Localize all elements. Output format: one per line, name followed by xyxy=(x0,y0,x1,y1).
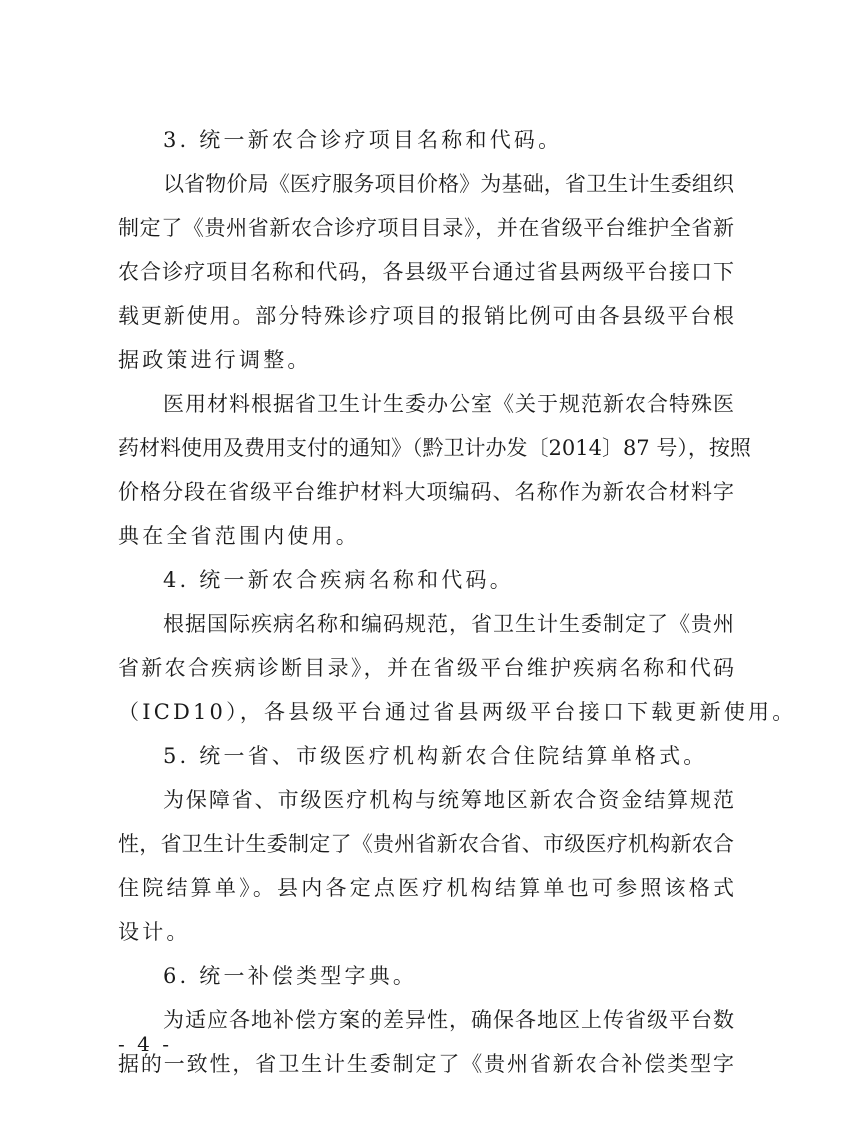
paragraph-line: 载更新使用。部分特殊诊疗项目的报销比例可由各县级平台根 xyxy=(118,304,734,328)
paragraph-line: （ICD10），各县级平台通过省县两级平台接口下载更新使用。 xyxy=(118,700,797,724)
paragraph-line: 省新农合疾病诊断目录》，并在省级平台维护疾病名称和代码 xyxy=(118,656,734,680)
paragraph-line: 为适应各地补偿方案的差异性，确保各地区上传省级平台数 xyxy=(163,1008,734,1032)
section-heading-5: 5. 统一省、市级医疗机构新农合住院结算单格式。 xyxy=(163,744,708,768)
paragraph-line: 医用材料根据省卫生计生委办公室《关于规范新农合特殊医 xyxy=(163,392,734,416)
paragraph-line: 典在全省范围内使用。 xyxy=(118,524,360,548)
page-number: - 4 - xyxy=(118,1032,172,1056)
section-heading-3: 3. 统一新农合诊疗项目名称和代码。 xyxy=(163,128,563,152)
paragraph-line: 根据国际疾病名称和编码规范，省卫生计生委制定了《贵州 xyxy=(163,612,734,636)
document-body xyxy=(118,118,797,1086)
paragraph-line: 为保障省、市级医疗机构与统筹地区新农合资金结算规范 xyxy=(163,788,734,812)
paragraph-line: 据政策进行调整。 xyxy=(118,348,312,372)
paragraph-line: 农合诊疗项目名称和代码，各县级平台通过省县两级平台接口下 xyxy=(118,260,734,284)
paragraph-line: 制定了《贵州省新农合诊疗项目目录》，并在省级平台维护全省新 xyxy=(118,216,734,240)
paragraph-line: 性，省卫生计生委制定了《贵州省新农合省、市级医疗机构新农合 xyxy=(118,832,734,856)
paragraph-line: 设计。 xyxy=(118,920,191,944)
paragraph-line: 药材料使用及费用支付的通知》（黔卫计办发〔2014〕87 号），按照 xyxy=(118,436,751,460)
paragraph-line: 据的一致性，省卫生计生委制定了《贵州省新农合补偿类型字 xyxy=(118,1052,734,1076)
paragraph-line: 价格分段在省级平台维护材料大项编码、名称作为新农合材料字 xyxy=(118,480,734,504)
section-heading-6: 6. 统一补偿类型字典。 xyxy=(163,964,418,988)
paragraph-line: 以省物价局《医疗服务项目价格》为基础，省卫生计生委组织 xyxy=(163,172,734,196)
section-heading-4: 4. 统一新农合疾病名称和代码。 xyxy=(163,568,514,592)
paragraph-line: 住院结算单》。县内各定点医疗机构结算单也可参照该格式 xyxy=(118,876,734,900)
